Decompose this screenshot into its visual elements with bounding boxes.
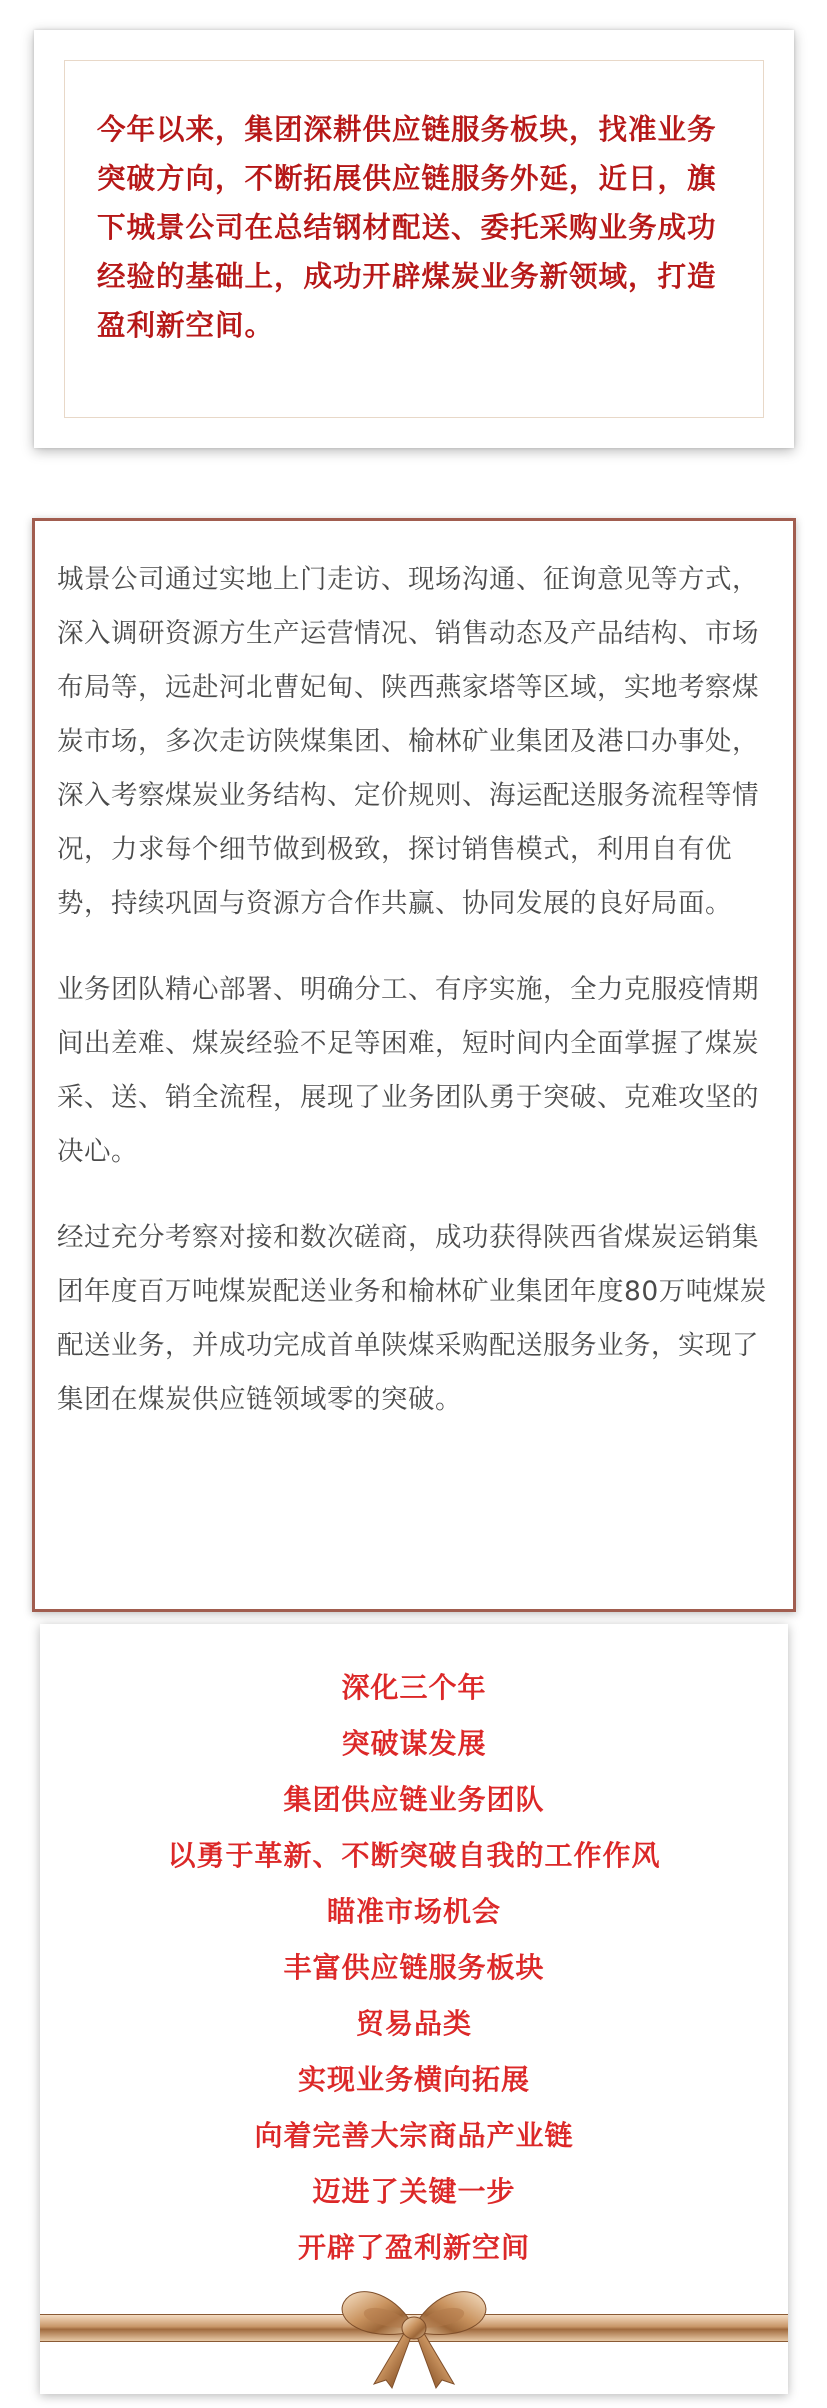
body-paragraph-3: 经过充分考察对接和数次磋商，成功获得陕西省煤炭运销集团年度百万吨煤炭配送业务和榆林矿业集团年度80万吨煤炭配送业务，并成功完成首单陕煤采购配送服务业务，实现了集团在煤炭供应链领域零的突破。: [57, 1222, 767, 1415]
slogan-line: 丰富供应链服务板块: [283, 1951, 545, 1984]
article-body-card: [32, 518, 796, 1612]
slogan-list: [40, 1660, 788, 2276]
slogan-line: 深化三个年: [341, 1671, 487, 1704]
slogan-line: 突破谋发展: [341, 1727, 487, 1760]
intro-text: 今年以来，集团深耕供应链服务板块，找准业务突破方向，不断拓展供应链服务外延，近日，旗下城景公司在总结钢材配送、委托采购业务成功经验的基础上，成功开辟煤炭业务新领域，打造盈利新空间。: [97, 113, 717, 342]
slogan-line: 贸易品类: [355, 2007, 472, 2040]
slogan-line: 向着完善大宗商品产业链: [254, 2119, 574, 2152]
slogan-line: 集团供应链业务团队: [283, 1783, 545, 1816]
ribbon-bow-icon: [334, 2272, 494, 2390]
slogan-line: 开辟了盈利新空间: [297, 2231, 530, 2264]
intro-frame: [64, 60, 764, 418]
closing-slogan-card: [40, 1624, 788, 2394]
slogan-line: 瞄准市场机会: [326, 1895, 501, 1928]
intro-card: [34, 30, 794, 448]
slogan-line: 迈进了关键一步: [312, 2175, 516, 2208]
body-paragraph-2: 业务团队精心部署、明确分工、有序实施，全力克服疫情期间出差难、煤炭经验不足等困难，短时间内全面掌握了煤炭采、送、销全流程，展现了业务团队勇于突破、克难攻坚的决心。: [57, 974, 759, 1167]
article-body: [57, 553, 771, 1459]
slogan-line: 以勇于革新、不断突破自我的工作作风: [167, 1839, 661, 1872]
body-paragraph-1: 城景公司通过实地上门走访、现场沟通、征询意见等方式，深入调研资源方生产运营情况、销售动态及产品结构、市场布局等，远赴河北曹妃甸、陕西燕家塔等区域，实地考察煤炭市场，多次走访陕煤集团、榆林矿业集团及港口办事处，深入考察煤炭业务结构、定价规则、海运配送服务流程等情况，力求每个细节做到极致，探讨销售模式，利用自有优势，持续巩固与资源方合作共赢、协同发展的良好局面。: [57, 564, 759, 919]
slogan-line: 实现业务横向拓展: [297, 2063, 530, 2096]
